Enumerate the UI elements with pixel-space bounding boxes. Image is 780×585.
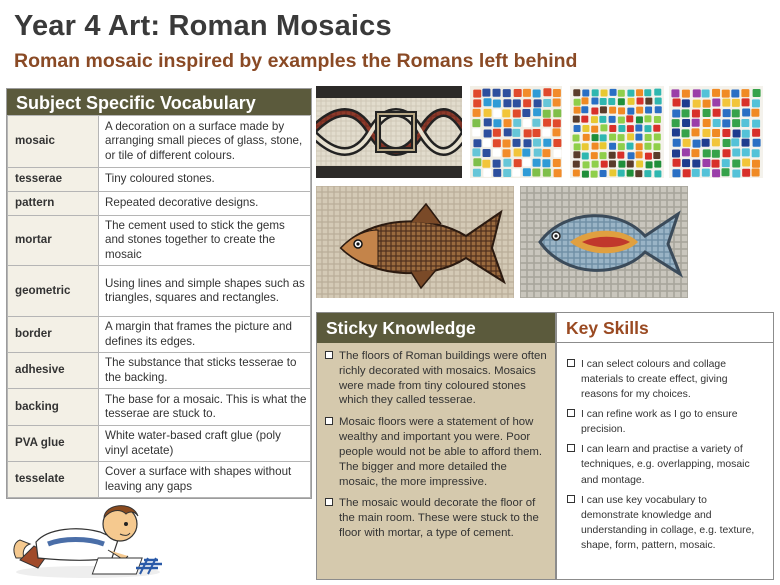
fish-mosaic-photo-2 [520,186,688,298]
vocab-row [8,353,311,389]
key-skill-text: I can use key vocabulary to demonstrate knowledge and understanding in collage, e.g. texture, shape, form, pattern, mosaic. [581,494,755,551]
vocab-row [8,266,311,317]
vocab-definition: Repeated decorative designs. [99,192,311,216]
vocab-term: geometric [8,266,99,317]
checkbox-bullet-icon [567,409,575,417]
vocab-definition: A margin that frames the picture and defines its edges. [99,317,311,353]
mosaic-tiles-photo-3 [669,86,763,178]
key-skills-panel [556,312,774,580]
vocab-term: PVA glue [8,426,99,462]
checkbox-bullet-icon [567,359,575,367]
vocab-definition: A decoration on a surface made by arranging small pieces of glass, stone, or tile of different colours. [99,116,311,168]
vocab-term: backing [8,389,99,426]
page-subtitle: Roman mosaic inspired by examples the Romans left behind [14,50,578,72]
mosaic-tiles-photo-2 [570,86,664,178]
vocab-definition: White water-based craft glue (poly vinyl acetate) [99,426,311,462]
sticky-knowledge-text: The floors of Roman buildings were often richly decorated with mosaics. Mosaics were made from tiny coloured stones which they called tesserae. [339,350,547,407]
vocab-definition: Cover a surface with shapes without leaving any gaps [99,462,311,498]
vocab-definition: The cement used to stick the gems and stones together to create the mosaic [99,216,311,266]
sticky-knowledge-text: The mosaic would decorate the floor of the main room. These were stuck to the floor with mortar, a type of cement. [339,497,539,540]
vocab-row [8,462,311,498]
vocab-row [8,192,311,216]
vocab-term: adhesive [8,353,99,389]
vocab-row [8,389,311,426]
checkbox-bullet-icon [325,417,333,425]
roman-knot-mosaic-photo [316,86,462,178]
fish-mosaic-photo [316,186,514,298]
vocab-row [8,317,311,353]
sticky-knowledge-item [323,415,549,489]
sticky-knowledge-item [323,496,549,540]
checkbox-bullet-icon [567,444,575,452]
vocab-term: mosaic [8,116,99,168]
page-title: Year 4 Art: Roman Mosaics [14,10,392,42]
key-skill-text: I can learn and practise a variety of techniques, e.g. overlapping, mosaic and montage. [581,444,750,486]
mosaic-tiles-photo-1 [470,86,562,178]
vocab-definition: The substance that sticks tesserae to the backing. [99,353,311,389]
key-skill-item [565,407,767,437]
vocab-term: border [8,317,99,353]
key-skills-heading: Key Skills [557,313,773,343]
key-skill-item [565,442,767,487]
vocab-row [8,216,311,266]
checkbox-bullet-icon [567,495,575,503]
key-skill-item [565,357,767,402]
vocab-term: tesserae [8,168,99,192]
vocab-term: mortar [8,216,99,266]
sticky-knowledge-item [323,349,549,408]
key-skill-text: I can refine work as I go to ensure precision. [581,409,738,436]
vocab-row [8,426,311,462]
sticky-knowledge-panel [316,312,556,580]
vocab-term: pattern [8,192,99,216]
sticky-knowledge-text: Mosaic floors were a statement of how wealthy and important you were. Poor people would not be able to afford them. The bigger and more detailed the mosaic, the more impressive. [339,416,543,488]
key-skill-text: I can select colours and collage materials to create effect, giving reasons for my choices. [581,359,728,401]
vocab-definition: Using lines and simple shapes such as triangles, squares and rectangles. [99,266,311,317]
vocab-row [8,168,311,192]
vocabulary-table [6,88,312,499]
checkbox-bullet-icon [325,498,333,506]
sticky-knowledge-heading: Sticky Knowledge [317,313,555,343]
vocab-row [8,116,311,168]
vocabulary-heading: Subject Specific Vocabulary [7,89,311,115]
roman-boy-mosaic-cartoon [8,498,168,582]
vocab-term: tesselate [8,462,99,498]
key-skill-item [565,493,767,553]
checkbox-bullet-icon [325,351,333,359]
vocab-definition: The base for a mosaic. This is what the tesserae are stuck to. [99,389,311,426]
vocab-definition: Tiny coloured stones. [99,168,311,192]
